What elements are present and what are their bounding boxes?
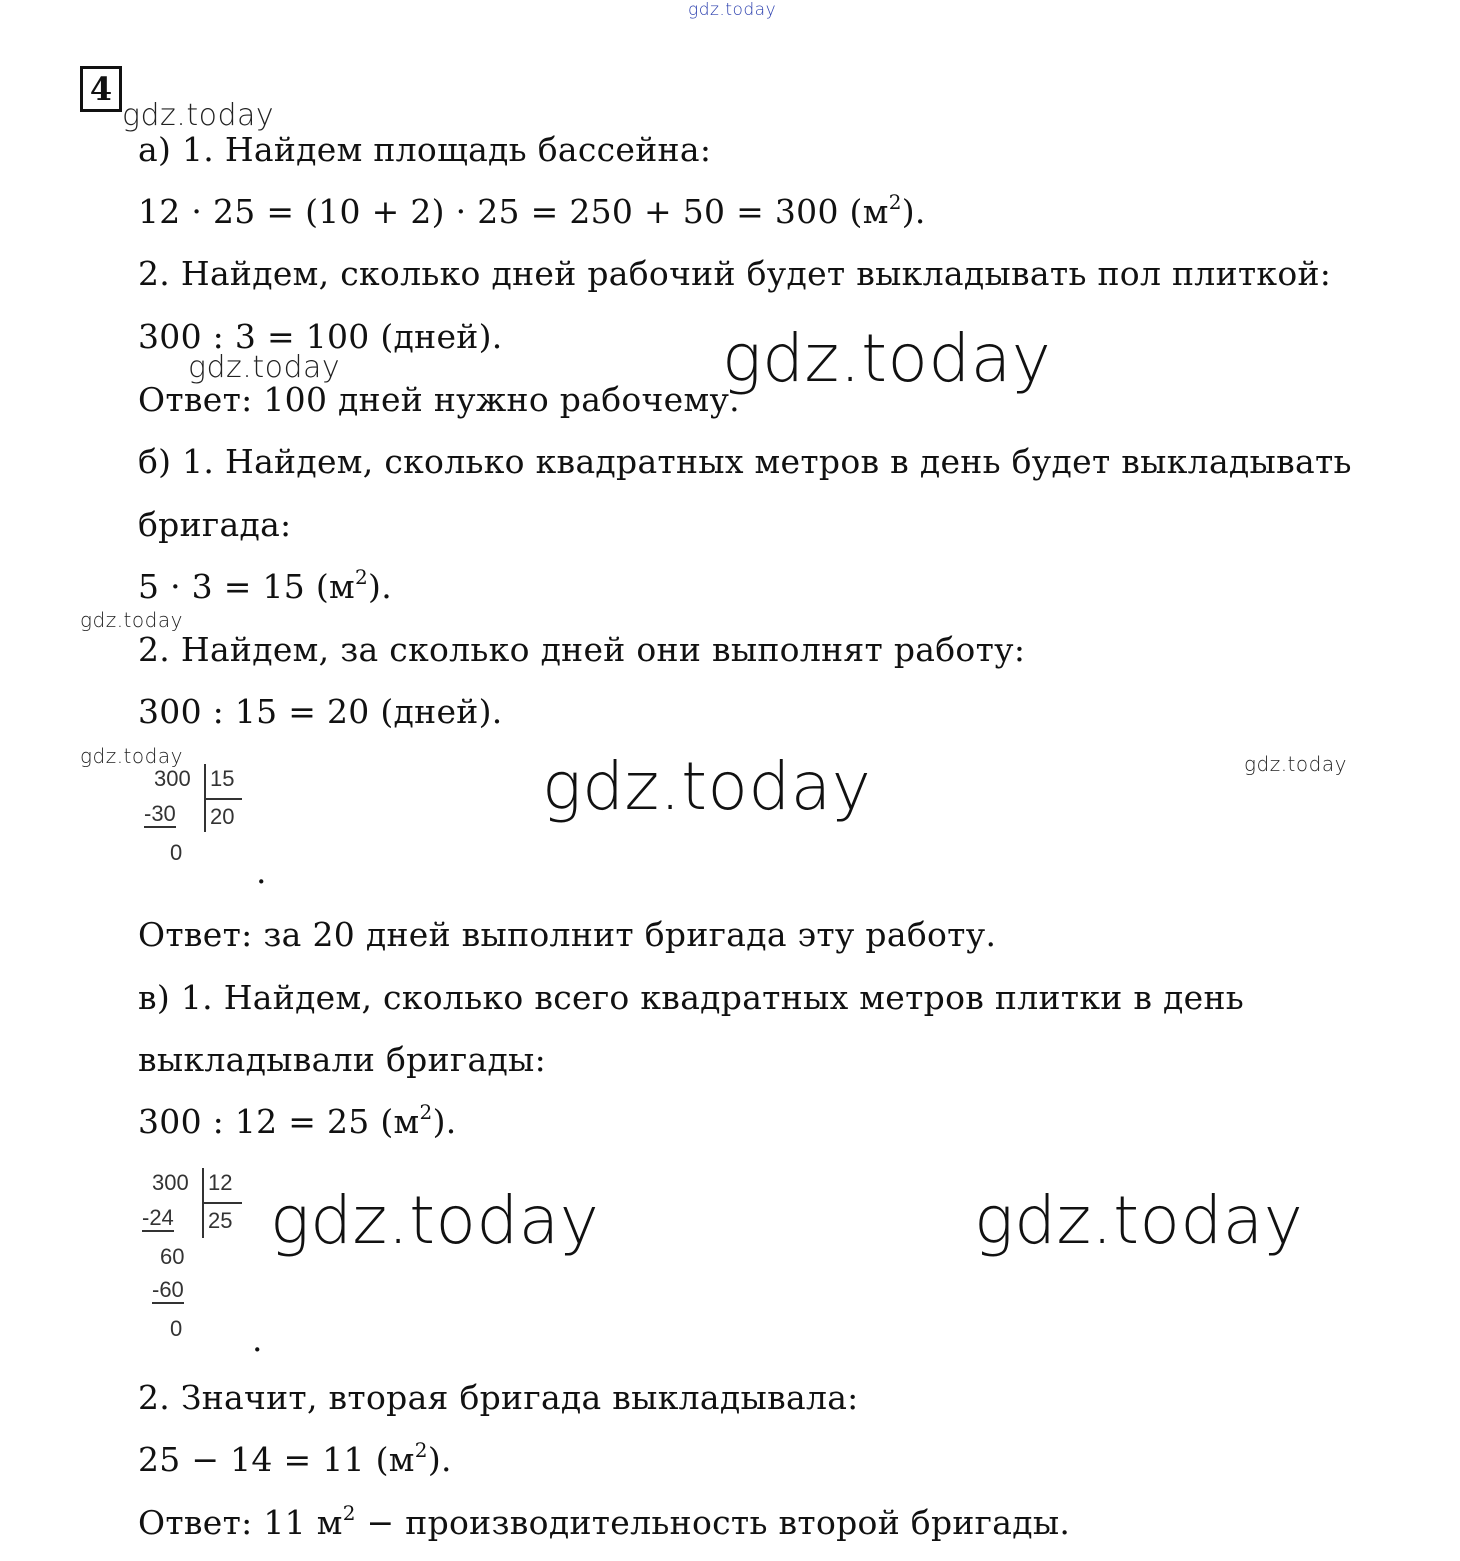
quotient: 20 bbox=[210, 804, 235, 829]
division-line bbox=[204, 798, 242, 800]
remainder: 0 bbox=[170, 840, 183, 865]
part-a-step2: 2. Найдем, сколько дней рабочий будет выкладывать пол плиткой: bbox=[138, 254, 1332, 293]
partial-dividend: 60 bbox=[160, 1244, 185, 1269]
part-b-calc1: 5 · 3 = 15 $(м^2)$. bbox=[138, 565, 393, 606]
period: . bbox=[252, 1320, 263, 1359]
quotient: 25 bbox=[208, 1208, 233, 1233]
part-c-calc2: 25 − 14 = 11 $(м^2)$. bbox=[138, 1438, 452, 1479]
watermark: gdz.today bbox=[974, 1182, 1304, 1259]
divisor: 15 bbox=[210, 766, 235, 791]
part-c-answer: Ответ: 11 $м^2$ − производительность второй бригады. bbox=[138, 1501, 1071, 1542]
part-c-step1-line2: выкладывали бригады: bbox=[138, 1040, 547, 1079]
dividend: 300 bbox=[152, 1170, 189, 1195]
watermark: gdz.today bbox=[722, 320, 1052, 397]
long-division-c bbox=[140, 1168, 250, 1348]
dividend: 300 bbox=[154, 766, 191, 791]
long-division-b bbox=[140, 764, 250, 874]
part-c-calc1: 300 : 12 = 25 $(м^2)$. bbox=[138, 1100, 457, 1141]
part-b-step1-line2: бригада: bbox=[138, 505, 292, 544]
part-a-answer: Ответ: 100 дней нужно рабочему. bbox=[138, 380, 740, 419]
watermark: gdz.today bbox=[270, 1182, 600, 1259]
watermark: gdz.today bbox=[80, 608, 183, 632]
watermark: gdz.today bbox=[122, 98, 275, 133]
part-b-step1-line1: б) 1. Найдем, сколько квадратных метров в день будет выкладывать bbox=[138, 442, 1352, 481]
remainder: 0 bbox=[170, 1316, 183, 1341]
subtrahend: -24 bbox=[142, 1205, 174, 1230]
period: . bbox=[256, 852, 267, 891]
division-line bbox=[202, 1202, 242, 1204]
part-b-answer: Ответ: за 20 дней выполнит бригада эту работу. bbox=[138, 915, 997, 954]
subtrahend: -30 bbox=[144, 801, 176, 826]
subtrahend: -60 bbox=[152, 1277, 184, 1302]
watermark: gdz.today bbox=[688, 0, 777, 20]
part-c-step1-line1: в) 1. Найдем, сколько всего квадратных метров плитки в день bbox=[138, 978, 1245, 1017]
part-b-calc2: 300 : 15 = 20 (дней). bbox=[138, 692, 503, 731]
part-b-step2: 2. Найдем, за сколько дней они выполнят работу: bbox=[138, 630, 1026, 669]
part-a-calc2: 300 : 3 = 100 (дней). bbox=[138, 317, 503, 356]
task-number: 4 bbox=[80, 66, 122, 112]
watermark: gdz.today bbox=[80, 744, 183, 768]
part-a-calc1: 12 · 25 = (10 + 2) · 25 = 250 + 50 = 300 $(м^2)$. bbox=[138, 190, 926, 231]
watermark: gdz.today bbox=[1244, 752, 1347, 776]
watermark: gdz.today bbox=[542, 748, 872, 825]
watermark: gdz.today bbox=[188, 350, 341, 385]
divisor: 12 bbox=[208, 1170, 233, 1195]
part-c-step2: 2. Значит, вторая бригада выкладывала: bbox=[138, 1378, 859, 1417]
part-a-step1: а) 1. Найдем площадь бассейна: bbox=[138, 130, 712, 169]
